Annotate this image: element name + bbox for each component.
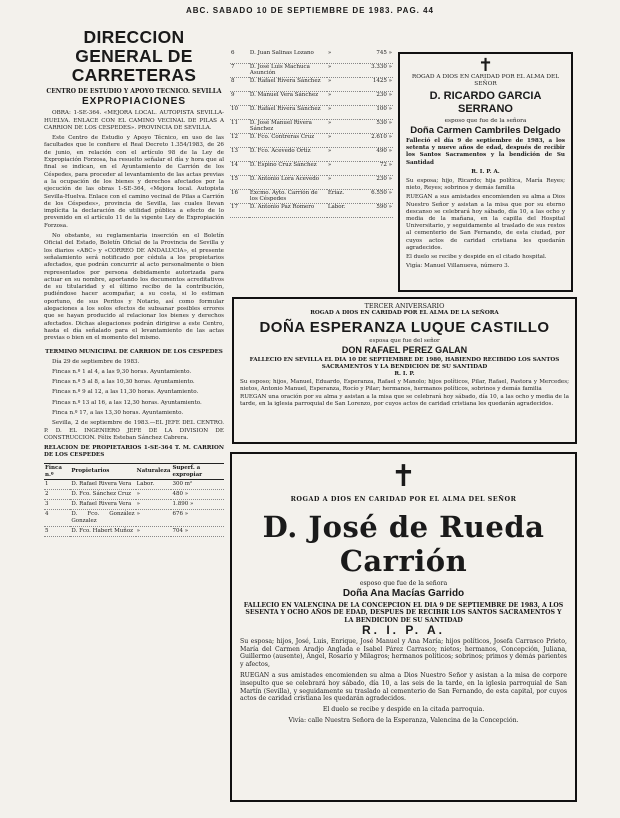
- direccion-title: DIRECCION GENERAL DE CARRETERAS: [71, 27, 197, 85]
- table-row: [230, 148, 393, 162]
- table-cell: 100 »: [360, 106, 393, 120]
- table-cell: »: [327, 148, 360, 162]
- schedule-line: Fincas n.º 5 al 8, a las 10,30 horas. Ayuntamiento.: [52, 379, 195, 386]
- table-cell: D. Fco. González Gonzalez: [70, 510, 135, 527]
- table-cell: »: [136, 510, 172, 527]
- table-cell: »: [327, 106, 360, 120]
- table-cell: 14: [230, 162, 249, 176]
- section-heading: EXPROPIACIONES: [81, 96, 187, 107]
- table-row: [230, 106, 393, 120]
- table-cell: D. José Manuel Rivera Sánchez: [249, 120, 327, 134]
- table-cell: D. Fco. Habert Muñoz: [70, 527, 135, 537]
- fallecio-text: FALLECIO EN VALENCINA DE LA CONCEPCION EL DIA 9 DE SEPTIEMBRE DE 1983, A LOS SESENTA Y OCHO AÑOS DE EDAD, DESPUES DE RECIBIR LOS SANTOS SACRAMENTOS Y LA BENDICION DE SU SANTIDAD: [243, 601, 564, 625]
- table-cell: 300 m²: [171, 480, 224, 490]
- table-cell: 230 »: [360, 176, 393, 190]
- schedule-line: Día 29 de septiembre de 1983.: [52, 358, 140, 365]
- rogad-line: ROGAD A DIOS EN CARIDAD POR EL ALMA DEL SEÑOR: [411, 74, 560, 87]
- spouse-name: DON RAFAEL PEREZ GALAN: [341, 345, 468, 355]
- table-cell: 590 »: [360, 204, 393, 218]
- rogad-line: ROGAD A DIOS EN CARIDAD POR EL ALMA DEL SEÑOR: [290, 495, 517, 503]
- table-cell: 2.610 »: [360, 134, 393, 148]
- table-cell: D. Antonio Lora Acevedo: [249, 176, 327, 190]
- table-cell: 72 »: [360, 162, 393, 176]
- table-cell: 1: [44, 480, 70, 490]
- table-cell: Eriaz.: [327, 190, 360, 204]
- table-cell: 12: [230, 134, 249, 148]
- table-cell: 230 »: [360, 92, 393, 106]
- table-cell: D. José Luis Machuca Asunción: [249, 64, 327, 78]
- fallecio-text: Falleció el día 9 de septiembre de 1983, a los setenta y nueve años de edad, después de recibir los Santos Sacramentos y la bendición de Su Santidad: [406, 138, 565, 166]
- table-cell: 3.330 »: [360, 64, 393, 78]
- table-cell: 480 »: [171, 490, 224, 500]
- table-cell: »: [327, 64, 360, 78]
- vivia-text: Vivía: calle Nuestra Señora de la Esperanza, Valencina de la Concepción.: [288, 716, 519, 724]
- family-text: Su esposa; hijos, José, Luis, Enrique, José Manuel y Ana María; hijos políticos, Josefa Carrasco Prieto, María del Carmen Aradjo Anglada e Isabel Párez Carrasco; nietos; hermanos, Concepción, Juliana, Guillermo (ausente), Ángel, Rosario y Milagros; hermanos políticos; sobrinos; primos y demás parientes y afectos,: [240, 637, 567, 669]
- table-cell: D. Fco. Sánchez Cruz: [70, 490, 135, 500]
- rip-line: R. I. P. A.: [471, 168, 500, 175]
- table-cell: »: [327, 162, 360, 176]
- table-cell: 3: [44, 500, 70, 510]
- obituary-rueda-carrion: [230, 452, 577, 802]
- signature-line: Sevilla, 2 de septiembre de 1983.—EL JEFE DEL CENTRO. P. D. EL INGENIERO JEFE DE LA DIVISION DE CONSTRUCCION. Félix Esteban Sánchez Cabrera.: [44, 420, 224, 441]
- table-cell: D. Rafael Rivera Vera: [70, 480, 135, 490]
- table-cell: 10: [230, 106, 249, 120]
- table-row: [230, 92, 393, 106]
- table-row: [44, 490, 224, 500]
- spouse-name: Doña Carmen Cambriles Delgado: [410, 125, 561, 136]
- table-cell: 11: [230, 120, 249, 134]
- table-row: [44, 527, 224, 537]
- ruegan-text: RUEGAN una oración por su alma y asistan a la misa que se celebrará hoy sábado, día 10, a las ocho y media de la tarde, en la iglesia parroquial de San Lorenzo, por cuyos actos de caridad cristiana les quedarán agradecidos.: [240, 394, 569, 407]
- table-cell: D. Manuel Vera Sánchez: [249, 92, 327, 106]
- table-cell: D. Rafael Rivera Sánchez: [249, 78, 327, 92]
- table-cell: »: [136, 500, 172, 510]
- table-cell: »: [327, 92, 360, 106]
- table-cell: 704 »: [171, 527, 224, 537]
- table-cell: 7: [230, 64, 249, 78]
- resolution-paragraph: Este Centro de Estudio y Apoyo Técnico, en uso de las facultades que le confiere el Real Decreto 1.354/1983, de 26 de junio, en relación con el artículo 98 de la Ley de Expropiación Forzosa, ha resuelto señalar el día y hora que al final se indican, en el Ayuntamiento de Carrión de los Céspedes, para proceder al levantamiento de las actas previas a la ocupación de los bienes y derechos afectados por la ejecución de las obras 1-SE-364, «Mejora local. Autopista Sevilla-Huelva. Enlace con el camino vecinal de Pilas a Carrión de los Céspedes», provincia de Sevilla, las cuales llevan implícita la declaración de utilidad pública a efecto de lo prevenido en el artículo 11 de la vigente Ley de Expropiación Forzosa.: [44, 135, 224, 229]
- table-cell: D. Fco. Acevedo Ortiz: [249, 148, 327, 162]
- table-cell: D. Antonio Paz Romero: [249, 204, 327, 218]
- table-row: [230, 176, 393, 190]
- termino-heading: TERMINO MUNICIPAL DE CARRION DE LOS CESPEDES: [45, 348, 223, 355]
- table-cell: D. Espino Cruz Sánchez: [249, 162, 327, 176]
- table-cell: 490 »: [360, 148, 393, 162]
- table-cell: 4: [44, 510, 70, 527]
- col-header: Naturaleza: [136, 464, 172, 480]
- obituary-garcia-serrano: [398, 52, 573, 292]
- table-row: [44, 510, 224, 527]
- expropiaciones-column: [44, 20, 224, 537]
- table-cell: Labor.: [136, 480, 172, 490]
- table-row: [230, 64, 393, 78]
- rogad-line: ROGAD A DIOS EN CARIDAD POR EL ALMA DE LA SEÑORA: [310, 310, 499, 316]
- table-cell: »: [327, 120, 360, 134]
- fincas-table: [44, 463, 224, 537]
- table-cell: D. Fco. Contreras Cruz: [249, 134, 327, 148]
- table-cell: 16: [230, 190, 249, 204]
- schedule-line: Fincas n.º 13 al 16, a las 12,30 horas. Ayuntamiento.: [52, 399, 202, 406]
- table-cell: 13: [230, 148, 249, 162]
- table-cell: 6.550 »: [360, 190, 393, 204]
- table-row: [230, 134, 393, 148]
- spouse-name: Doña Ana Macías Garrido: [342, 587, 465, 599]
- table-row: [230, 162, 393, 176]
- col-header: Propietarios: [70, 464, 135, 480]
- table-cell: 15: [230, 176, 249, 190]
- table-row: [44, 480, 224, 490]
- table-cell: 5: [44, 527, 70, 537]
- family-text: Su esposo; hijos, Manuel, Eduardo, Esperanza, Rafael y Manolo; hijos políticos, Pilar, Rafael, Pastora y Mercedes; nietos, Antonio Manuel, Esperanza, Rocío y Pilar; hermanos, hermanos políticos, sobrinos y demás familia: [240, 379, 569, 392]
- table-cell: 676 »: [171, 510, 224, 527]
- col-header: Finca n.º: [44, 464, 70, 480]
- duelo-text: El duelo se recibe y despide en la citada parroquia.: [322, 706, 485, 714]
- deceased-name: D. José de Rueda Carrión: [262, 509, 545, 578]
- table-cell: »: [136, 527, 172, 537]
- aniversario-line: TERCER ANIVERSARIO: [364, 302, 445, 310]
- table-row: [44, 500, 224, 510]
- rip-line: R. I. P. A.: [361, 622, 445, 637]
- table-cell: 17: [230, 204, 249, 218]
- rip-line: R. I. P.: [394, 371, 415, 377]
- fallecio-text: FALLECIO EN SEVILLA EL DIA 10 DE SEPTIEMBRE DE 1980, HABIENDO RECIBIDO LOS SANTOS SACRAMENTOS Y LA BENDICION DE SU SANTIDAD: [249, 357, 560, 370]
- table-cell: 530 »: [360, 120, 393, 134]
- cross-icon: ✝: [390, 459, 417, 494]
- obra-paragraph: OBRA: 1-SE-364. «MEJORA LOCAL. AUTOPISTA SEVILLA-HUELVA. ENLACE CON EL CAMINO VECINAL DE PILAS A CARRION DE LOS CESPEDES». PROVINCIA DE SEVILLA.: [44, 110, 224, 131]
- table-cell: 745 »: [360, 50, 393, 64]
- table-cell: D. Rafael Rivera Sánchez: [249, 106, 327, 120]
- table-row: [230, 78, 393, 92]
- relacion-heading: RELACION DE PROPIETARIOS 1-SE-364 T. M. CARRION DE LOS CESPEDES: [44, 445, 224, 459]
- table-cell: 1.890 »: [171, 500, 224, 510]
- table-cell: 8: [230, 78, 249, 92]
- ruegan-text: RUEGAN a sus amistades encomienden su alma a Dios Nuestro Señor y asistan a la misa de corpore insepulto que se celebrará hoy sábado, día 10, a las seis de la tarde, en la iglesia parroquial de San Martín (Sevilla), y seguidamente su traslado al cementerio de San Fernando, de esta capital, por cuyos actos de caridad cristiana les quedarán agradecidos.: [240, 671, 567, 703]
- deceased-name: D. RICARDO GARCIA SERRANO: [429, 90, 542, 115]
- vigia-text: Vigía: Manuel Villanueva, número 3.: [406, 263, 510, 270]
- table-cell: Labor.: [327, 204, 360, 218]
- centro-subtitle: CENTRO DE ESTUDIO Y APOYO TECNICO. SEVILLA: [46, 88, 222, 95]
- esposo-line: esposo que fue de la señora: [359, 579, 448, 587]
- table-cell: D. Rafael Rivera Vera: [70, 500, 135, 510]
- table-row: [230, 50, 393, 64]
- table-cell: »: [327, 50, 360, 64]
- table-cell: »: [136, 490, 172, 500]
- notice-paragraph: No obstante, su reglamentaria inserción en el Boletín Oficial del Estado, Boletín Oficial de la Provincia de Sevilla y los diarios «ABC» y «CORREO DE ANDALUCIA», el presente señalamiento será notificado por cédula a los propietarios afectados, que podrán concurrir al acto personalmente o bien representados por persona debidamente autorizada para actuar en su nombre, aportando los documentos acreditativos de su titularidad y el último recibo de la contribución, pudiéndose hacer acompañar, a su costa, si lo estiman oportuno, de sus Peritos y Notario, así como formular alegaciones a los solos efectos de subsanar posibles errores que se hayan producido al relacionar los bienes y derechos afectados. Dichas alegaciones podrán dirigirse a este Centro, hasta el día señalado para el levantamiento de las actas previas o bien en el momento del mismo.: [44, 233, 224, 342]
- table-cell: 2: [44, 490, 70, 500]
- esposo-line: esposo que fue de la señora: [444, 118, 527, 124]
- cross-icon: ✝: [477, 55, 494, 76]
- col-header: Superf. a expropiar: [171, 464, 224, 480]
- table-cell: Excmo. Ayto. Carrión de los Céspedes: [249, 190, 327, 204]
- schedule-line: Finca n.º 17, a las 13,30 horas. Ayuntamiento.: [52, 409, 184, 416]
- table-cell: 1425 »: [360, 78, 393, 92]
- schedule-line: Fincas n.º 9 al 12, a las 11,30 horas. Ayuntamiento.: [52, 389, 199, 396]
- family-text: Su esposa; hijo, Ricardo; hija política, María Reyes; nieto, Reyes; sobrinos y demás familia: [406, 178, 565, 192]
- table-cell: D. Juan Salinas Lozano: [249, 50, 327, 64]
- esposa-line: esposa que fue del señor: [369, 338, 440, 344]
- deceased-name: DOÑA ESPERANZA LUQUE CASTILLO: [259, 319, 550, 336]
- table-row: [230, 204, 393, 218]
- fincas-continuation-table: [230, 50, 393, 218]
- table-cell: 9: [230, 92, 249, 106]
- page-header: ABC. SABADO 10 DE SEPTIEMBRE DE 1983. PAG. 44: [185, 6, 435, 15]
- schedule-line: Fincas n.º 1 al 4, a las 9,30 horas. Ayuntamiento.: [52, 368, 192, 375]
- ruegan-text: RUEGAN a sus amistades encomienden su alma a Dios Nuestro Señor y asistan a la misa que por su eterno descanso se celebrará hoy sábado, día 10, a las ocho y media de la mañana, en la capilla del Hospital Universitario, y seguidamente al traslado de sus restos al cementerio de San Fernando, de esta ciudad, por cuyos actos de caridad cristiana les quedarán agradecidos.: [406, 194, 565, 251]
- table-cell: »: [327, 134, 360, 148]
- duelo-text: El duelo se recibe y despide en el citado hospital.: [406, 254, 547, 261]
- table-row: [230, 120, 393, 134]
- table-cell: »: [327, 78, 360, 92]
- obituary-luque-castillo: [232, 297, 577, 444]
- table-row: [230, 190, 393, 204]
- table-cell: 6: [230, 50, 249, 64]
- table-cell: »: [327, 176, 360, 190]
